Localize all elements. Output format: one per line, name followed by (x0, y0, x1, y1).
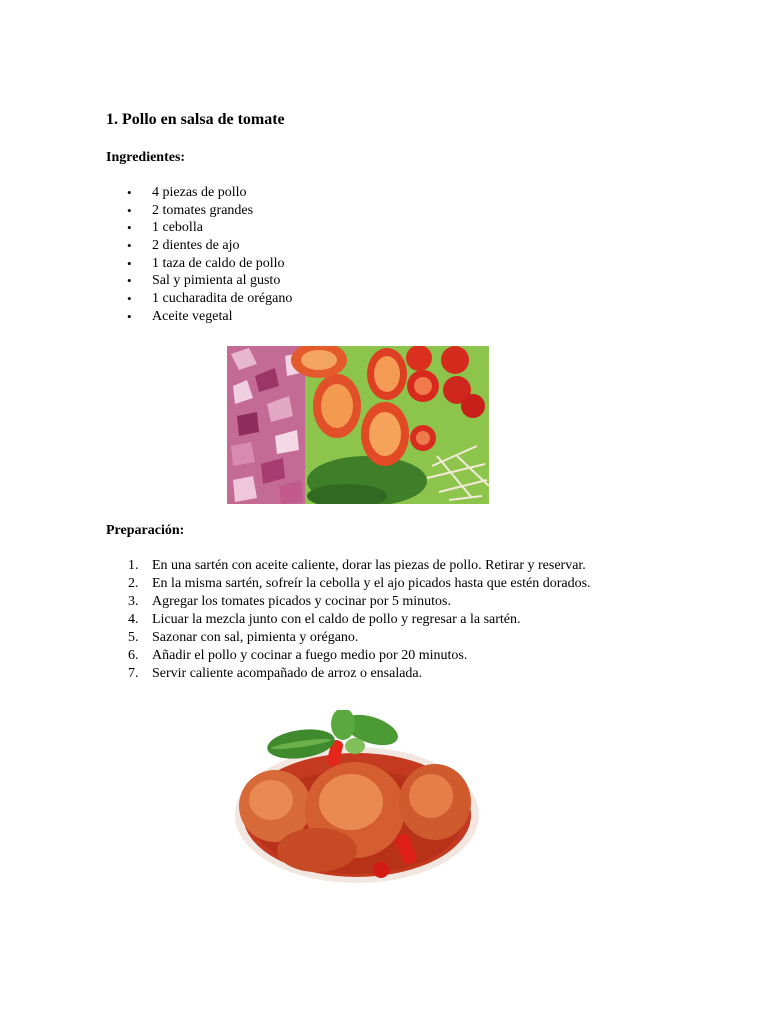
list-item: • Aceite vegetal (106, 308, 292, 326)
step-text: Servir caliente acompañado de arroz o ensalada. (152, 666, 423, 681)
list-item: • 2 dientes de ajo (106, 237, 292, 255)
ingredients-photo (227, 346, 489, 504)
step-text: En una sartén con aceite caliente, dorar las piezas de pollo. Retirar y reservar. (152, 558, 586, 573)
list-item: • 4 piezas de pollo (106, 184, 292, 202)
step-text: Añadir el pollo y cocinar a fuego medio por 20 minutos. (152, 648, 468, 663)
step-number: 4. (128, 612, 139, 627)
list-item: • 1 taza de caldo de pollo (106, 255, 292, 273)
list-item (106, 611, 591, 629)
step-number: 1. (128, 558, 139, 573)
list-item (106, 557, 591, 575)
list-item: • 2 tomates grandes (106, 202, 292, 220)
preparation-steps (106, 557, 591, 683)
ingredients-list (106, 184, 292, 326)
ingredients-heading: Ingredientes: (106, 150, 186, 165)
step-text: Sazonar con sal, pimienta y orégano. (152, 630, 359, 645)
list-item: • Sal y pimienta al gusto (106, 272, 292, 290)
list-item: • 1 cucharadita de orégano (106, 290, 292, 308)
list-item (106, 665, 591, 683)
step-number: 6. (128, 648, 139, 663)
list-item (106, 629, 591, 647)
list-item (106, 593, 591, 611)
list-item (106, 575, 591, 593)
preparation-heading: Preparación: (106, 523, 185, 538)
step-number: 2. (128, 576, 139, 591)
step-text: Agregar los tomates picados y cocinar por 5 minutos. (152, 594, 451, 609)
step-number: 5. (128, 630, 139, 645)
step-text: Licuar la mezcla junto con el caldo de pollo y regresar a la sartén. (152, 612, 521, 627)
recipe-title: 1. Pollo en salsa de tomate (106, 111, 285, 128)
step-text: En la misma sartén, sofreír la cebolla y el ajo picados hasta que estén dorados. (152, 576, 591, 591)
dish-photo (231, 710, 483, 885)
vegetables-image (227, 346, 489, 504)
step-number: 3. (128, 594, 139, 609)
list-item (106, 647, 591, 665)
step-number: 7. (128, 666, 139, 681)
list-item: • 1 cebolla (106, 219, 292, 237)
chicken-dish-image (231, 710, 483, 885)
